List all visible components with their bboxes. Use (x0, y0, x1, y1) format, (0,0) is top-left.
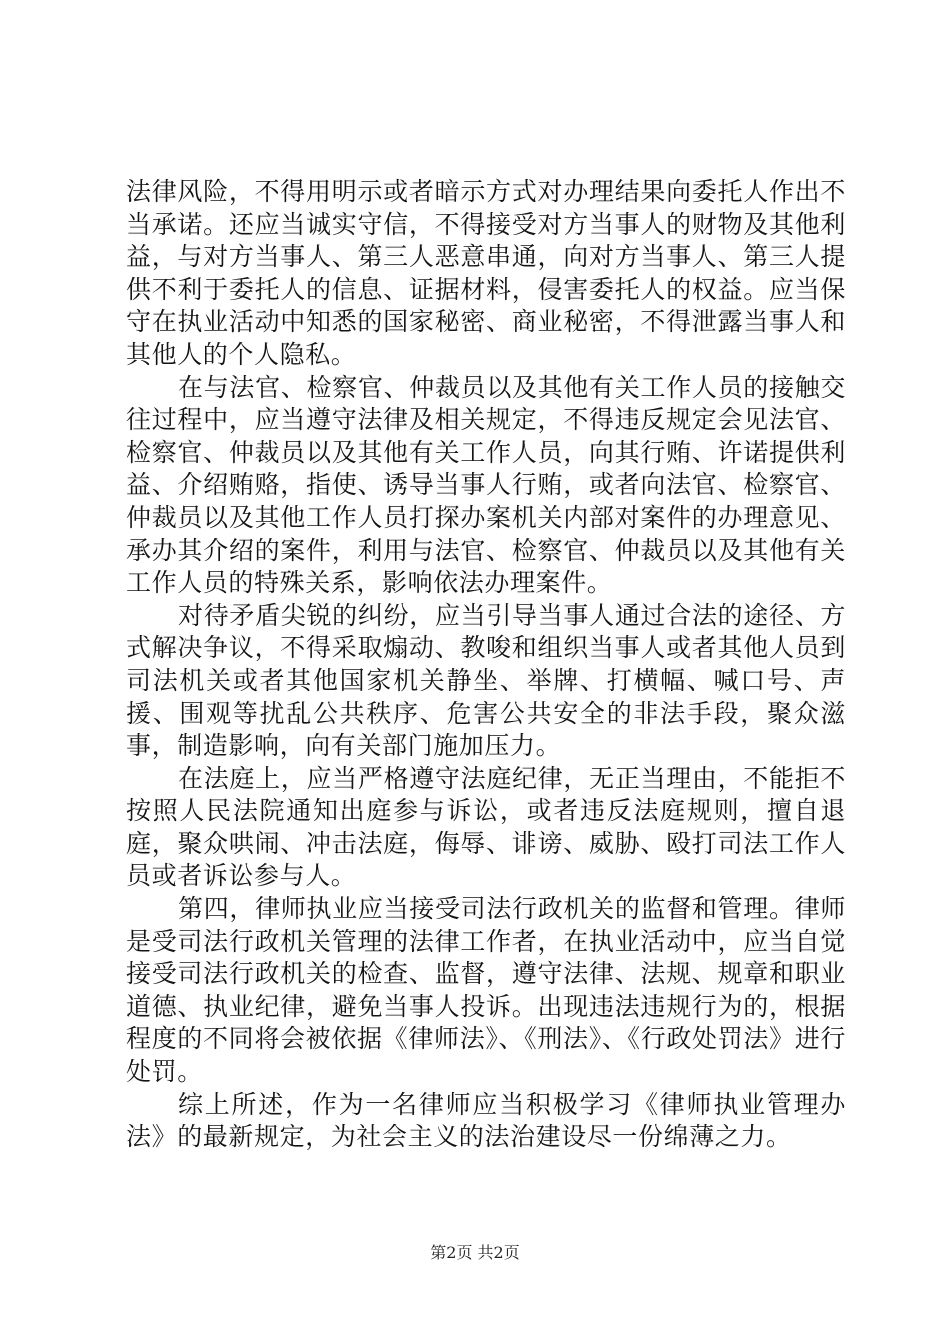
paragraph-dispute-handling: 对待矛盾尖锐的纠纷，应当引导当事人通过合法的途径、方式解决争议，不得采取煽动、教唆和组织当事人或者其他人员到司法机关或者其他国家机关静坐、举牌、打横幅、喊口号、声援、围观等扰乱公共秩序、危害公共安全的非法手段，聚众滋事，制造影响，向有关部门施加压力。 (126, 600, 846, 761)
paragraph-conclusion: 综上所述，作为一名律师应当积极学习《律师执业管理办法》的最新规定，为社会主义的法治建设尽一份绵薄之力。 (126, 1089, 846, 1152)
page-number-footer: 第2页 共2页 (430, 1243, 520, 1262)
paragraph-courtroom-discipline: 在法庭上，应当严格遵守法庭纪律，无正当理由，不能拒不按照人民法院通知出庭参与诉讼，或者违反法庭规则，擅自退庭，聚众哄闹、冲击法庭，侮辱、诽谤、威胁、殴打司法工作人员或者诉讼参与人。 (126, 763, 846, 891)
paragraph-judicial-contact: 在与法官、检察官、仲裁员以及其他有关工作人员的接触交往过程中，应当遵守法律及相关规定，不得违反规定会见法官、检察官、仲裁员以及其他有关工作人员，向其行贿、许诺提供利益、介绍贿赂，指使、诱导当事人行贿，或者向法官、检察官、仲裁员以及其他工作人员打探办案机关内部对案件的办理意见、承办其介绍的案件，利用与法官、检察官、仲裁员以及其他有关工作人员的特殊关系，影响依法办理案件。 (126, 372, 846, 598)
paragraph-supervision: 第四，律师执业应当接受司法行政机关的监督和管理。律师是受司法行政机关管理的法律工作者，在执业活动中，应当自觉接受司法行政机关的检查、监督，遵守法律、法规、规章和职业道德、执业纪律，避免当事人投诉。出现违法违规行为的，根据程度的不同将会被依据《律师法》、《刑法》、《行政处罚法》进行处罚。 (126, 894, 846, 1087)
paragraph-continued: 法律风险，不得用明示或者暗示方式对办理结果向委托人作出不当承诺。还应当诚实守信，不得接受对方当事人的财物及其他利益，与对方当事人、第三人恶意串通，向对方当事人、第三人提供不利于委托人的信息、证据材料，侵害委托人的权益。应当保守在执业活动中知悉的国家秘密、商业秘密，不得泄露当事人和其他人的个人隐私。 (126, 177, 846, 369)
document-body (126, 176, 846, 1154)
